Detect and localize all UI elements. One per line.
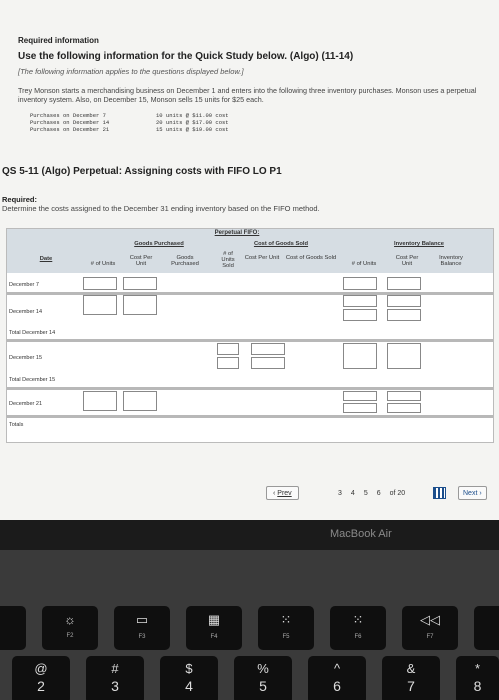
rewind-icon: ◁◁	[420, 612, 440, 627]
f3-key	[114, 606, 170, 650]
purchase-row	[30, 126, 488, 133]
input-cell[interactable]	[83, 277, 117, 290]
input-cell[interactable]	[343, 343, 377, 369]
fifo-table	[6, 228, 494, 443]
key-8	[456, 656, 499, 700]
f2-key	[42, 606, 98, 650]
keyboard-light-icon: ⁙	[280, 612, 292, 627]
table-title: Perpetual FIFO:	[214, 230, 260, 236]
col-goods-purchased: Goods Purchased	[171, 255, 199, 267]
row-label: December 14	[9, 309, 43, 315]
key-label: F3	[138, 634, 146, 640]
input-cell[interactable]	[123, 277, 157, 290]
group-inventory-balance: Inventory Balance	[394, 241, 444, 247]
applies-note: [The following information applies to the questions displayed below.]	[18, 67, 244, 76]
input-cell[interactable]	[123, 295, 157, 315]
page-total: of 20	[389, 489, 406, 497]
mission-control-icon: ▭	[135, 612, 149, 627]
f1-key	[0, 606, 26, 650]
key-label: F6	[354, 634, 362, 640]
key-3	[86, 656, 144, 700]
f4-key	[186, 606, 242, 650]
input-cell[interactable]	[217, 357, 239, 369]
row-label: December 15	[9, 355, 43, 361]
input-cell[interactable]	[387, 295, 421, 307]
laptop-bezel	[0, 520, 499, 550]
input-cell[interactable]	[387, 277, 421, 290]
key-number: 8	[473, 678, 482, 694]
brightness-icon: ☼	[64, 612, 76, 627]
key-label: F7	[426, 634, 434, 640]
col-units-sold: # of Units Sold	[221, 251, 235, 269]
col-date: Date	[39, 256, 53, 262]
purchase-label: Purchases on December 14	[30, 119, 110, 126]
purchase-label: Purchases on December 21	[30, 126, 110, 133]
row-separator	[7, 415, 493, 418]
f6-key	[330, 606, 386, 650]
input-cell[interactable]	[343, 277, 377, 290]
prev-button[interactable]	[266, 486, 299, 500]
row-separator	[7, 339, 493, 342]
page-numbers	[338, 486, 405, 500]
page-link[interactable]: 5	[363, 489, 368, 497]
question-title: QS 5-11 (Algo) Perpetual: Assigning costs with FIFO LO P1	[2, 166, 282, 177]
key-symbol: $	[185, 661, 193, 676]
f7-key	[402, 606, 458, 650]
purchase-detail: 10 units @ $11.00 cost	[156, 112, 229, 119]
key-symbol: @	[34, 661, 48, 676]
key-symbol: *	[474, 661, 481, 676]
input-cell[interactable]	[217, 343, 239, 355]
key-symbol: ^	[333, 661, 341, 676]
page-link[interactable]: 4	[350, 489, 355, 497]
purchase-detail: 15 units @ $19.00 cost	[156, 126, 229, 133]
col-inv-cost-per-unit: Cost Per Unit	[395, 255, 419, 267]
scenario-text: Trey Monson starts a merchandising business on December 1 and enters into the following three inventory purchases. Monson uses a perpetual inventory system. Also, on December 15, Monson sells 15 units for $25 each.	[18, 86, 477, 104]
input-cell[interactable]	[387, 309, 421, 321]
col-cogs: Cost of Goods Sold	[285, 255, 337, 261]
key-number: 2	[37, 678, 45, 694]
group-goods-purchased: Goods Purchased	[134, 241, 184, 247]
input-cell[interactable]	[251, 343, 285, 355]
required-label: Required:	[2, 195, 38, 204]
page-link[interactable]: 3	[338, 489, 342, 497]
key-number: 5	[259, 678, 267, 694]
input-cell[interactable]	[387, 391, 421, 401]
input-cell[interactable]	[343, 403, 377, 413]
purchase-detail: 20 units @ $17.00 cost	[156, 119, 229, 126]
input-cell[interactable]	[343, 309, 377, 321]
key-number: 4	[185, 678, 193, 694]
key-5	[234, 656, 292, 700]
device-brand: MacBook Air	[330, 528, 392, 540]
prev-label: Prev	[277, 489, 292, 497]
chevron-right-icon: ›	[477, 489, 482, 497]
key-label: F4	[210, 634, 218, 640]
key-number: 7	[407, 678, 415, 694]
purchase-row	[30, 119, 488, 126]
next-button[interactable]	[458, 486, 487, 500]
key-6	[308, 656, 366, 700]
key-4	[160, 656, 218, 700]
chevron-left-icon: ‹	[273, 489, 278, 497]
purchases-list	[30, 112, 488, 133]
row-label: December 7	[9, 282, 39, 288]
input-cell[interactable]	[343, 295, 377, 307]
key-7	[382, 656, 440, 700]
input-cell[interactable]	[251, 357, 285, 369]
group-cogs: Cost of Goods Sold	[253, 241, 309, 247]
key-symbol: &	[406, 661, 416, 676]
input-cell[interactable]	[343, 391, 377, 401]
instruction-text: Determine the costs assigned to the December 31 ending inventory based on the FIFO method.	[2, 204, 320, 213]
input-cell[interactable]	[83, 391, 117, 411]
col-inv-balance: Inventory Balance	[439, 255, 463, 267]
key-label: F2	[66, 633, 74, 639]
col-inv-units: # of Units	[351, 261, 377, 267]
key-number: 3	[111, 678, 119, 694]
input-cell[interactable]	[387, 343, 421, 369]
info-block	[18, 36, 488, 133]
col-cost-per-unit: Cost Per Unit	[129, 255, 153, 267]
key-number: 6	[333, 678, 341, 694]
launchpad-icon: ▦	[207, 612, 221, 627]
page-link[interactable]: 6	[376, 489, 381, 497]
use-info-heading: Use the following information for the Quick Study below. (Algo) (11-14)	[18, 51, 354, 62]
required-info-heading: Required information	[18, 36, 99, 45]
key-label: F5	[282, 634, 290, 640]
row-separator	[7, 387, 493, 390]
row-label: December 21	[9, 401, 43, 407]
purchase-row	[30, 112, 488, 119]
input-cell[interactable]	[123, 391, 157, 411]
input-cell[interactable]	[83, 295, 117, 315]
row-label: Totals	[9, 422, 24, 428]
input-cell[interactable]	[387, 403, 421, 413]
purchase-label: Purchases on December 7	[30, 112, 106, 119]
f8-key	[474, 606, 499, 650]
keyboard-light-icon: ⁙	[352, 612, 364, 627]
key-symbol: %	[257, 661, 269, 676]
next-label: Next	[463, 489, 478, 497]
row-label: Total December 14	[9, 330, 56, 336]
keyboard	[0, 550, 499, 700]
row-label: Total December 15	[9, 377, 56, 383]
grid-icon[interactable]	[433, 487, 446, 499]
col-cogs-cost-per-unit: Cost Per Unit	[244, 255, 280, 261]
col-units: # of Units	[90, 261, 116, 267]
key-2	[12, 656, 70, 700]
f5-key	[258, 606, 314, 650]
key-symbol: #	[111, 661, 119, 676]
